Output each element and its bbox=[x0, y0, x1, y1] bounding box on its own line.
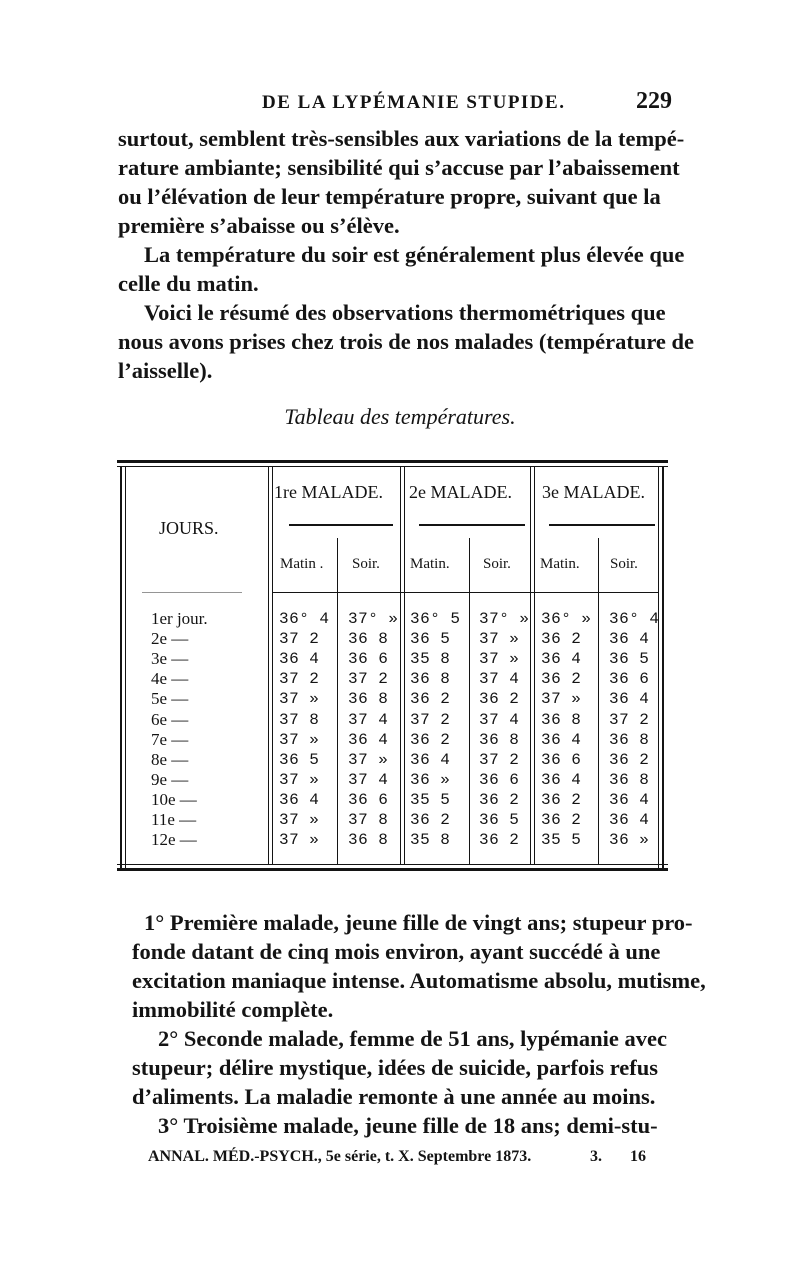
temperature-cell: 36 2 bbox=[410, 690, 451, 709]
note-paragraph-1 bbox=[118, 908, 706, 1024]
temperature-cell: 36 8 bbox=[609, 730, 650, 749]
temperature-cell: 36 2 bbox=[410, 730, 451, 749]
temperature-cell: 36 5 bbox=[609, 650, 650, 669]
text-line: fonde datant de cinq mois environ, ayant succédé à une bbox=[132, 939, 661, 964]
subheader-soir-2: Soir. bbox=[483, 556, 511, 572]
temperature-cell: 36 4 bbox=[609, 790, 650, 809]
text-line: Voici le résumé des observations thermométriques que bbox=[144, 300, 666, 325]
table-bottom-rule bbox=[117, 868, 668, 871]
intro-paragraph-1 bbox=[118, 124, 685, 240]
text-line: celle du matin. bbox=[118, 271, 259, 296]
jours-header: JOURS. bbox=[159, 518, 219, 538]
text-line: 2° Seconde malade, femme de 51 ans, lypémanie avec bbox=[158, 1026, 667, 1051]
text-line: d’aliments. La maladie remonte à une année au moins. bbox=[132, 1084, 656, 1109]
table-top-rule bbox=[117, 460, 668, 463]
day-label: 3e — bbox=[151, 649, 189, 669]
day-label: 4e — bbox=[151, 669, 189, 689]
temperature-cell: 36 8 bbox=[609, 770, 650, 789]
temperature-cell: 36 5 bbox=[410, 630, 451, 649]
subheader-matin-3: Matin. bbox=[540, 556, 580, 572]
header-separator bbox=[142, 592, 242, 593]
temperature-cell: 36 2 bbox=[541, 630, 582, 649]
temperature-cell: 36 8 bbox=[348, 690, 389, 709]
malade-3-header: 3e MALADE. bbox=[542, 482, 645, 502]
temperature-cell: 36 2 bbox=[609, 750, 650, 769]
temperature-cell: 37 » bbox=[479, 630, 520, 649]
intro-paragraph-2 bbox=[118, 240, 685, 298]
temperature-cell: 36 4 bbox=[541, 730, 582, 749]
table-right-rule bbox=[658, 466, 659, 868]
running-title: DE LA LYPÉMANIE STUPIDE. bbox=[262, 92, 566, 113]
temperature-cell: 37 4 bbox=[479, 670, 520, 689]
day-label: 10e — bbox=[151, 789, 197, 809]
temperature-cell: 35 5 bbox=[410, 790, 451, 809]
temperature-cell: 36 6 bbox=[348, 790, 389, 809]
column-separator bbox=[469, 538, 470, 864]
text-line: nous avons prises chez trois de nos malades (température de bbox=[118, 329, 695, 354]
temperature-cell: 36 4 bbox=[348, 730, 389, 749]
temperature-cell: 36° 4 bbox=[609, 610, 660, 628]
temperature-cell: 36 4 bbox=[609, 811, 650, 829]
temperature-cell: 37 » bbox=[279, 811, 320, 829]
footer-citation: ANNAL. MÉD.-PSYCH., 5e série, t. X. Septembre 1873. bbox=[148, 1148, 532, 1165]
temperature-cell: 37 » bbox=[348, 750, 389, 769]
temperature-cell: 37 2 bbox=[279, 670, 320, 689]
text-line: stupeur; délire mystique, idées de suicide, parfois refus bbox=[132, 1055, 659, 1080]
temperature-cell: 36 2 bbox=[410, 811, 451, 829]
signature-mark: 3. bbox=[590, 1148, 602, 1165]
temperature-cell: 36 4 bbox=[609, 630, 650, 649]
temperature-cell: 36 4 bbox=[279, 790, 320, 809]
table-left-rule bbox=[125, 466, 126, 868]
day-label: 6e — bbox=[151, 709, 189, 729]
temperature-cell: 36 2 bbox=[479, 790, 520, 809]
subheader-soir-3: Soir. bbox=[610, 556, 638, 572]
malade-2-header: 2e MALADE. bbox=[409, 482, 512, 502]
temperature-cell: 37 » bbox=[279, 690, 320, 709]
day-label: 5e — bbox=[151, 689, 189, 709]
temperature-cell: 37 8 bbox=[348, 811, 389, 829]
text-line: La température du soir est généralement plus élevée que bbox=[144, 242, 685, 267]
day-label: 9e — bbox=[151, 769, 189, 789]
temperature-cell: 35 8 bbox=[410, 831, 451, 850]
subheader-soir-1: Soir. bbox=[352, 556, 380, 572]
table-right-rule bbox=[662, 466, 664, 868]
temperature-cell: 36 2 bbox=[541, 790, 582, 809]
page-number: 229 bbox=[636, 88, 672, 114]
temperature-cell: 36 4 bbox=[609, 690, 650, 709]
day-label: 1er jour. bbox=[151, 609, 208, 628]
day-label: 12e — bbox=[151, 830, 197, 850]
temperature-cell: 37 2 bbox=[479, 750, 520, 769]
column-separator bbox=[404, 466, 405, 864]
day-label: 11e — bbox=[151, 810, 197, 829]
day-label: 8e — bbox=[151, 749, 189, 769]
day-label: 2e — bbox=[151, 629, 189, 649]
text-line: immobilité complète. bbox=[132, 997, 334, 1022]
table-top-rule bbox=[117, 466, 668, 467]
temperature-cell: 36 4 bbox=[410, 750, 451, 769]
temperature-cell: 36 2 bbox=[479, 831, 520, 850]
temperature-cell: 35 5 bbox=[541, 831, 582, 850]
column-separator bbox=[530, 466, 531, 864]
temperature-cell: 36 5 bbox=[279, 750, 320, 769]
column-separator bbox=[598, 538, 599, 864]
temperature-cell: 36 2 bbox=[541, 670, 582, 689]
temperature-cell: 37° » bbox=[479, 610, 530, 628]
header-separator bbox=[272, 592, 658, 593]
temperature-cell: 36 8 bbox=[479, 730, 520, 749]
temperature-cell: 37 2 bbox=[410, 710, 451, 729]
temperature-cell: 37 2 bbox=[609, 710, 650, 729]
note-paragraph-2 bbox=[118, 1024, 668, 1111]
column-separator bbox=[400, 466, 401, 864]
column-separator bbox=[272, 466, 273, 864]
temperature-cell: 37 2 bbox=[348, 670, 389, 689]
temperature-cell: 36 » bbox=[410, 770, 451, 789]
subheader-matin-2: Matin. bbox=[410, 556, 450, 572]
temperature-cell: 36 4 bbox=[541, 770, 582, 789]
text-line: 3° Troisième malade, jeune fille de 18 ans; demi-stu- bbox=[158, 1113, 658, 1138]
temperature-cell: 37 » bbox=[279, 831, 320, 850]
temperature-cell: 37 4 bbox=[479, 710, 520, 729]
subheader-matin-1: Matin . bbox=[280, 556, 324, 572]
header-brace bbox=[419, 524, 525, 534]
temperature-cell: 37 » bbox=[279, 770, 320, 789]
temperature-cell: 37 4 bbox=[348, 710, 389, 729]
temperature-cell: 36 2 bbox=[541, 811, 582, 829]
column-separator bbox=[534, 466, 535, 864]
temperature-cell: 36° 5 bbox=[410, 610, 461, 628]
temperature-cell: 36 8 bbox=[410, 670, 451, 689]
temperature-cell: 36 5 bbox=[479, 811, 520, 829]
header-brace bbox=[549, 524, 655, 534]
temperature-table bbox=[117, 460, 668, 872]
text-line: surtout, semblent très-sensibles aux variations de la tempé- bbox=[118, 126, 685, 151]
sheet-number: 16 bbox=[630, 1148, 646, 1165]
table-caption: Tableau des températures. bbox=[284, 404, 516, 429]
text-line: ou l’élévation de leur température propre, suivant que la bbox=[118, 184, 661, 209]
temperature-cell: 37 » bbox=[541, 690, 582, 709]
temperature-cell: 36 8 bbox=[348, 630, 389, 649]
temperature-cell: 36 8 bbox=[348, 831, 389, 850]
malade-1-header: 1re MALADE. bbox=[274, 482, 383, 502]
table-left-rule bbox=[120, 466, 122, 868]
temperature-cell: 36 4 bbox=[541, 650, 582, 669]
temperature-cell: 36 8 bbox=[541, 710, 582, 729]
temperature-cell: 35 8 bbox=[410, 650, 451, 669]
temperature-cell: 36 6 bbox=[541, 750, 582, 769]
text-line: première s’abaisse ou s’élève. bbox=[118, 213, 400, 238]
temperature-cell: 36° 4 bbox=[279, 610, 330, 628]
running-header bbox=[0, 88, 800, 118]
temperature-cell: 36 » bbox=[609, 831, 650, 850]
text-line: excitation maniaque intense. Automatisme absolu, mutisme, bbox=[132, 968, 706, 993]
header-brace bbox=[289, 524, 393, 534]
temperature-cell: 36 6 bbox=[609, 670, 650, 689]
temperature-cell: 37 8 bbox=[279, 710, 320, 729]
temperature-cell: 36 6 bbox=[348, 650, 389, 669]
temperature-cell: 36° » bbox=[541, 610, 592, 628]
temperature-cell: 37 » bbox=[479, 650, 520, 669]
temperature-cell: 36 4 bbox=[279, 650, 320, 669]
table-bottom-rule bbox=[117, 864, 668, 865]
temperature-cell: 36 2 bbox=[479, 690, 520, 709]
temperature-cell: 37 4 bbox=[348, 770, 389, 789]
text-line: l’aisselle). bbox=[118, 358, 213, 383]
page-footer bbox=[148, 1148, 668, 1166]
text-line: rature ambiante; sensibilité qui s’accuse par l’abaissement bbox=[118, 155, 680, 180]
temperature-cell: 37 » bbox=[279, 730, 320, 749]
column-separator bbox=[337, 538, 338, 864]
text-line: 1° Première malade, jeune fille de vingt ans; stupeur pro- bbox=[144, 910, 693, 935]
column-separator bbox=[268, 466, 269, 864]
intro-paragraph-3 bbox=[118, 298, 695, 385]
temperature-cell: 37 2 bbox=[279, 630, 320, 649]
temperature-cell: 36 6 bbox=[479, 770, 520, 789]
note-paragraph-3 bbox=[118, 1111, 668, 1140]
day-label: 7e — bbox=[151, 729, 189, 749]
temperature-cell: 37° » bbox=[348, 610, 399, 628]
